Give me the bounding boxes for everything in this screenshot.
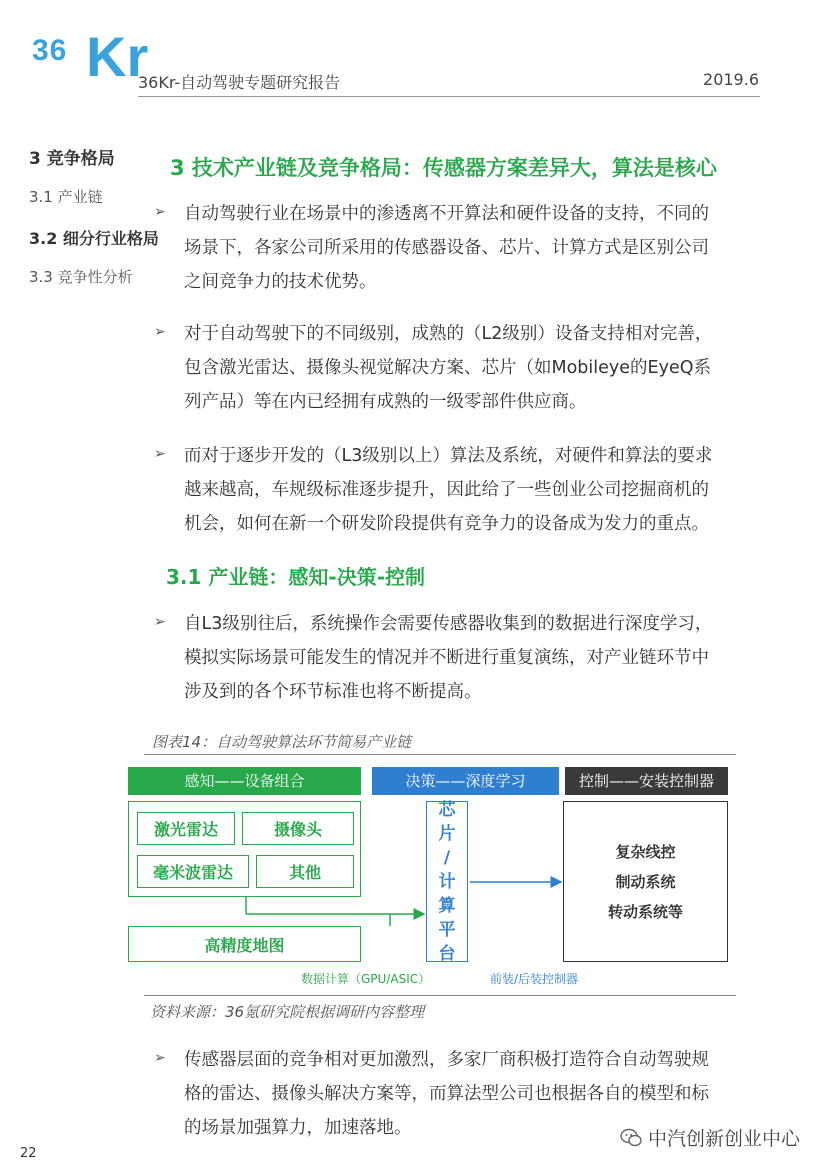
watermark [620,1124,800,1151]
figure-title: 图表14：自动驾驶算法环节简易产业链 [152,733,412,751]
bullet-icon: ➢ [154,614,166,630]
paragraph-2 [184,317,774,419]
paragraph-line: 之间竞争力的技术优势。 [184,272,377,292]
compute-char: / [443,847,451,868]
decision-bar: 决策——深度学习 [372,767,559,795]
caption-data-compute: 数据计算（GPU/ASIC） [301,972,431,986]
sensor-mmwave-radar: 毫米波雷达 [137,855,249,888]
bullet-icon: ➢ [154,446,166,462]
sidebar-item-segment-structure: 3.2 细分行业格局 [29,229,159,248]
figure-top-rule [144,754,736,755]
figure-bottom-rule [144,995,736,996]
logo-text: Kr [86,25,149,88]
perception-bar: 感知——设备组合 [128,767,361,795]
paragraph-line: 而对于逐步开发的（L3级别以上）算法及系统，对硬件和算法的要求 [184,446,713,466]
paragraph-line: 包含激光雷达、摄像头视觉解决方案、芯片（如Mobileye的EyeQ系 [184,358,711,378]
paragraph-line: 模拟实际场景可能发生的情况并不断进行重复演练，对产业链环节中 [184,648,709,668]
paragraph-line: 越来越高，车规级标准逐步提升，因此给了一些创业公司挖掘商机的 [184,480,709,500]
compute-char: 台 [438,943,456,964]
bullet-icon: ➢ [154,204,166,220]
bullet-icon: ➢ [154,1050,166,1066]
compute-char: 计 [438,871,456,892]
compute-char: 芯 [438,799,456,820]
sensor-lidar: 激光雷达 [137,812,235,845]
control-bar: 控制——安装控制器 [565,767,728,795]
wechat-icon [620,1128,642,1148]
paragraph-line: 传感器层面的竞争相对更加激烈，多家厂商积极打造符合自动驾驶规 [184,1050,709,1070]
header-divider [138,96,760,97]
paragraph-line: 对于自动驾驶下的不同级别，成熟的（L2级别）设备支持相对完善， [184,324,713,344]
control-item: 制动系统 [615,872,676,891]
paragraph-4 [184,607,774,709]
sensor-other: 其他 [256,855,354,888]
sensor-camera: 摄像头 [242,812,354,845]
compute-char: 平 [438,919,456,940]
paragraph-line: 机会，如何在新一个研发阶段提供有竞争力的设备成为发力的重点。 [184,514,709,534]
sidebar-item-industry-chain: 3.1 产业链 [29,188,103,206]
paragraph-1 [184,197,774,299]
caption-controller: 前装/后装控制器 [490,972,579,986]
compute-char: 算 [438,895,456,916]
figure-source: 资料来源：36氪研究院根据调研内容整理 [150,1003,425,1021]
subsection-heading: 3.1 产业链：感知-决策-控制 [166,565,425,589]
logo-number: 36 [32,34,68,67]
paragraph-line: 自L3级别往后，系统操作会需要传感器收集到的数据进行深度学习， [184,614,713,634]
bullet-icon: ➢ [154,324,166,340]
paragraph-line: 列产品）等在内已经拥有成熟的一级零部件供应商。 [184,392,587,412]
paragraph-line: 格的雷达、摄像头解决方案等，而算法型公司也根据各自的模型和标 [184,1084,709,1104]
control-item: 转动系统等 [607,902,683,921]
page-number: 22 [20,1146,37,1161]
sidebar-heading: 3 竞争格局 [29,149,115,169]
paragraph-line: 场景下，各家公司所采用的传感器设备、芯片、计算方式是区别公司 [184,238,709,258]
paragraph-3 [184,439,774,541]
paragraph-line: 涉及到的各个环节标准也将不断提高。 [184,682,482,702]
report-title: 36Kr-自动驾驶专题研究报告 [138,73,341,92]
compute-char: 片 [438,823,456,844]
paragraph-line: 自动驾驶行业在场景中的渗透离不开算法和硬件设备的支持，不同的 [184,204,709,224]
control-item: 复杂线控 [615,842,676,861]
section-heading: 3 技术产业链及竞争格局：传感器方案差异大，算法是核心 [170,156,717,180]
report-date: 2019.6 [703,70,759,89]
watermark-text: 中汽创新创业中心 [647,1128,800,1150]
paragraph-line: 的场景加强算力，加速落地。 [184,1118,412,1138]
diagram-arrows [120,795,740,975]
hd-map-box: 高精度地图 [128,926,361,962]
sidebar-item-competition-analysis: 3.3 竞争性分析 [29,268,133,286]
